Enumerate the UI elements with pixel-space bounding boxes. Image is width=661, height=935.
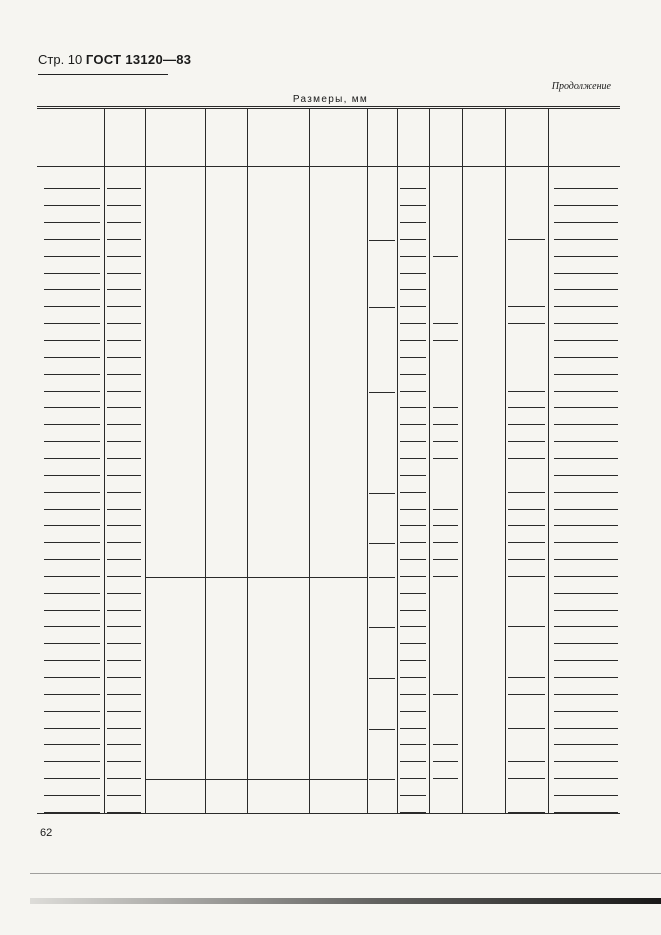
l3-underline	[508, 542, 545, 543]
L-separator	[369, 779, 395, 780]
l3-underline	[508, 626, 545, 627]
applicability-underline	[107, 289, 141, 290]
mass-underline	[554, 593, 618, 594]
l-underline	[400, 357, 426, 358]
applicability-underline	[107, 492, 141, 493]
table-top-rule	[37, 106, 620, 107]
applicability-underline	[107, 525, 141, 526]
column-divider	[367, 108, 368, 813]
designation-underline	[44, 391, 100, 392]
l3-underline	[508, 492, 545, 493]
mass-underline	[554, 205, 618, 206]
l-underline	[400, 492, 426, 493]
column-divider	[309, 108, 310, 813]
applicability-underline	[107, 407, 141, 408]
l-underline	[400, 593, 426, 594]
l1-underline	[433, 509, 458, 510]
l-underline	[400, 458, 426, 459]
applicability-underline	[107, 475, 141, 476]
mass-underline	[554, 542, 618, 543]
table-top-rule-double	[37, 108, 620, 109]
applicability-underline	[107, 677, 141, 678]
l3-underline	[508, 694, 545, 695]
mass-underline	[554, 711, 618, 712]
column-divider	[104, 108, 105, 813]
l-underline	[400, 778, 426, 779]
mass-underline	[554, 677, 618, 678]
l-underline	[400, 744, 426, 745]
applicability-underline	[107, 424, 141, 425]
designation-underline	[44, 610, 100, 611]
applicability-underline	[107, 660, 141, 661]
l1-underline	[433, 340, 458, 341]
applicability-underline	[107, 744, 141, 745]
designation-underline	[44, 475, 100, 476]
l3-underline	[508, 458, 545, 459]
page-header	[38, 52, 191, 67]
l3-underline	[508, 323, 545, 324]
l-underline	[400, 222, 426, 223]
group-separator	[145, 779, 367, 780]
designation-underline	[44, 340, 100, 341]
applicability-underline	[107, 222, 141, 223]
mass-underline	[554, 273, 618, 274]
designation-underline	[44, 509, 100, 510]
mass-underline	[554, 509, 618, 510]
l-underline	[400, 407, 426, 408]
table-caption: Размеры, мм	[292, 94, 369, 105]
column-divider	[548, 108, 549, 813]
l-underline	[400, 610, 426, 611]
l-underline	[400, 273, 426, 274]
l1-underline	[433, 323, 458, 324]
designation-underline	[44, 441, 100, 442]
l3-underline	[508, 441, 545, 442]
designation-underline	[44, 728, 100, 729]
applicability-underline	[107, 340, 141, 341]
l-underline	[400, 256, 426, 257]
l1-underline	[433, 525, 458, 526]
l-underline	[400, 761, 426, 762]
column-divider	[397, 108, 398, 813]
designation-underline	[44, 407, 100, 408]
applicability-underline	[107, 711, 141, 712]
l-underline	[400, 795, 426, 796]
table-header-bottom-rule	[37, 166, 620, 167]
designation-underline	[44, 626, 100, 627]
mass-underline	[554, 610, 618, 611]
designation-underline	[44, 357, 100, 358]
L-separator	[369, 729, 395, 730]
designation-underline	[44, 761, 100, 762]
scan-artifact-line	[30, 873, 661, 874]
l3-underline	[508, 424, 545, 425]
applicability-underline	[107, 509, 141, 510]
l-underline	[400, 694, 426, 695]
applicability-underline	[107, 626, 141, 627]
mass-underline	[554, 795, 618, 796]
l1-underline	[433, 542, 458, 543]
applicability-underline	[107, 374, 141, 375]
designation-underline	[44, 458, 100, 459]
mass-underline	[554, 626, 618, 627]
mass-underline	[554, 441, 618, 442]
l3-underline	[508, 559, 545, 560]
column-divider	[505, 108, 506, 813]
l-underline	[400, 559, 426, 560]
l-underline	[400, 289, 426, 290]
mass-underline	[554, 407, 618, 408]
designation-underline	[44, 643, 100, 644]
mass-underline	[554, 306, 618, 307]
mass-underline	[554, 778, 618, 779]
l1-underline	[433, 424, 458, 425]
mass-underline	[554, 728, 618, 729]
l-underline	[400, 239, 426, 240]
l1-underline	[433, 761, 458, 762]
l3-underline	[508, 306, 545, 307]
L-separator	[369, 543, 395, 544]
mass-underline	[554, 188, 618, 189]
header-rule	[38, 74, 168, 75]
designation-underline	[44, 576, 100, 577]
designation-underline	[44, 744, 100, 745]
l1-underline	[433, 559, 458, 560]
applicability-underline	[107, 273, 141, 274]
l3-underline	[508, 407, 545, 408]
designation-underline	[44, 188, 100, 189]
l1-underline	[433, 458, 458, 459]
l-underline	[400, 306, 426, 307]
applicability-underline	[107, 458, 141, 459]
mass-underline	[554, 340, 618, 341]
mass-underline	[554, 357, 618, 358]
l-underline	[400, 660, 426, 661]
applicability-underline	[107, 306, 141, 307]
table-bottom-rule	[37, 813, 620, 814]
applicability-underline	[107, 542, 141, 543]
designation-underline	[44, 424, 100, 425]
mass-underline	[554, 694, 618, 695]
page-label: Стр. 10	[38, 52, 83, 67]
designation-underline	[44, 222, 100, 223]
l1-underline	[433, 441, 458, 442]
designation-underline	[44, 525, 100, 526]
designation-underline	[44, 289, 100, 290]
column-divider	[205, 108, 206, 813]
column-divider	[429, 108, 430, 813]
mass-underline	[554, 289, 618, 290]
l-underline	[400, 509, 426, 510]
mass-underline	[554, 660, 618, 661]
applicability-underline	[107, 239, 141, 240]
L-separator	[369, 577, 395, 578]
l-underline	[400, 374, 426, 375]
designation-underline	[44, 778, 100, 779]
mass-underline	[554, 323, 618, 324]
continuation-label: Продолжение	[551, 81, 611, 92]
l3-underline	[508, 761, 545, 762]
designation-underline	[44, 542, 100, 543]
designation-underline	[44, 306, 100, 307]
applicability-underline	[107, 205, 141, 206]
l3-underline	[508, 525, 545, 526]
L-separator	[369, 627, 395, 628]
designation-underline	[44, 239, 100, 240]
mass-underline	[554, 525, 618, 526]
l-underline	[400, 728, 426, 729]
l-underline	[400, 441, 426, 442]
designation-underline	[44, 492, 100, 493]
column-divider	[247, 108, 248, 813]
designation-underline	[44, 273, 100, 274]
l1-underline	[433, 744, 458, 745]
l-underline	[400, 677, 426, 678]
mass-underline	[554, 643, 618, 644]
l3-underline	[508, 391, 545, 392]
applicability-underline	[107, 323, 141, 324]
mass-underline	[554, 374, 618, 375]
designation-underline	[44, 795, 100, 796]
l3-underline	[508, 239, 545, 240]
l-underline	[400, 340, 426, 341]
applicability-underline	[107, 761, 141, 762]
L-separator	[369, 493, 395, 494]
l3-underline	[508, 728, 545, 729]
applicability-underline	[107, 576, 141, 577]
L-separator	[369, 392, 395, 393]
l3-underline	[508, 677, 545, 678]
l1-underline	[433, 407, 458, 408]
l-underline	[400, 711, 426, 712]
mass-underline	[554, 576, 618, 577]
designation-underline	[44, 593, 100, 594]
designation-underline	[44, 660, 100, 661]
mass-underline	[554, 239, 618, 240]
l1-underline	[433, 778, 458, 779]
mass-underline	[554, 744, 618, 745]
l-underline	[400, 626, 426, 627]
l3-underline	[508, 509, 545, 510]
column-divider	[462, 108, 463, 813]
group-separator	[145, 577, 367, 578]
l-underline	[400, 391, 426, 392]
applicability-underline	[107, 694, 141, 695]
scan-artifact-bar	[30, 898, 661, 904]
applicability-underline	[107, 441, 141, 442]
mass-underline	[554, 424, 618, 425]
l-underline	[400, 205, 426, 206]
designation-underline	[44, 205, 100, 206]
l1-underline	[433, 694, 458, 695]
applicability-underline	[107, 593, 141, 594]
designation-underline	[44, 677, 100, 678]
l-underline	[400, 525, 426, 526]
l-underline	[400, 475, 426, 476]
applicability-underline	[107, 795, 141, 796]
mass-underline	[554, 458, 618, 459]
applicability-underline	[107, 256, 141, 257]
mass-underline	[554, 475, 618, 476]
mass-underline	[554, 492, 618, 493]
designation-underline	[44, 374, 100, 375]
designation-underline	[44, 559, 100, 560]
l1-underline	[433, 256, 458, 257]
page-number: 62	[40, 827, 53, 839]
L-separator	[369, 307, 395, 308]
designation-underline	[44, 694, 100, 695]
mass-underline	[554, 391, 618, 392]
designation-underline	[44, 323, 100, 324]
l-underline	[400, 542, 426, 543]
applicability-underline	[107, 643, 141, 644]
l1-underline	[433, 576, 458, 577]
applicability-underline	[107, 357, 141, 358]
column-divider	[145, 108, 146, 813]
l-underline	[400, 188, 426, 189]
mass-underline	[554, 559, 618, 560]
l-underline	[400, 323, 426, 324]
designation-underline	[44, 256, 100, 257]
designation-underline	[44, 711, 100, 712]
applicability-underline	[107, 778, 141, 779]
standard-number: ГОСТ 13120—83	[85, 52, 192, 67]
applicability-underline	[107, 188, 141, 189]
applicability-underline	[107, 728, 141, 729]
mass-underline	[554, 761, 618, 762]
L-separator	[369, 678, 395, 679]
mass-underline	[554, 222, 618, 223]
mass-underline	[554, 256, 618, 257]
l-underline	[400, 576, 426, 577]
L-separator	[369, 240, 395, 241]
l-underline	[400, 424, 426, 425]
applicability-underline	[107, 391, 141, 392]
applicability-underline	[107, 559, 141, 560]
l-underline	[400, 643, 426, 644]
applicability-underline	[107, 610, 141, 611]
l3-underline	[508, 778, 545, 779]
l3-underline	[508, 576, 545, 577]
